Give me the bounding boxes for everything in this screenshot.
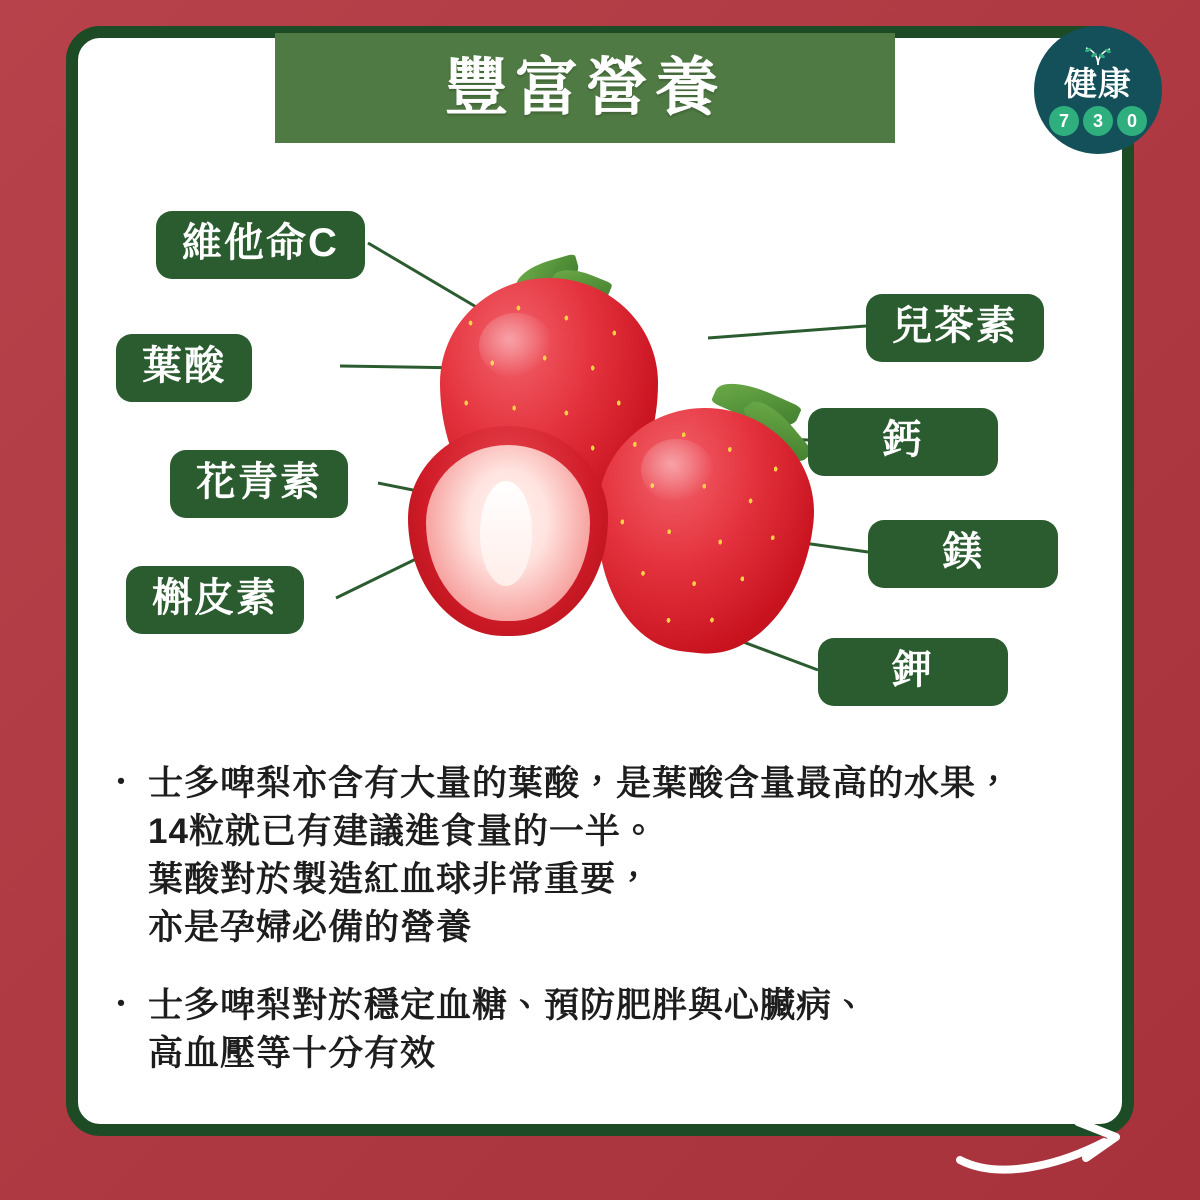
strawberry-image bbox=[368, 248, 808, 648]
berry-highlight bbox=[479, 313, 553, 378]
bullet-line: 14粒就已有建議進食量的一半。 bbox=[148, 812, 657, 851]
header-banner bbox=[275, 33, 895, 143]
strawberry-half-cut bbox=[408, 426, 608, 636]
strawberry-whole-right bbox=[584, 397, 824, 663]
bullet-item bbox=[104, 982, 1104, 1078]
label-potassium: 鉀 bbox=[818, 638, 1008, 706]
bullet-marker: ・ bbox=[104, 986, 138, 1024]
logo-digit: 7 bbox=[1049, 106, 1079, 136]
bullet-marker: ・ bbox=[104, 764, 138, 802]
label-quercetin: 槲皮素 bbox=[126, 566, 304, 634]
bullet-line: 亦是孕婦必備的營養 bbox=[148, 908, 473, 947]
label-vitamin-c: 維他命C bbox=[156, 211, 365, 279]
page-title: 豐富營養 bbox=[445, 52, 725, 123]
bullet-line: 葉酸對於製造紅血球非常重要， bbox=[148, 860, 653, 899]
bullet-line: 高血壓等十分有效 bbox=[148, 1034, 437, 1073]
nutrient-diagram bbox=[78, 38, 1122, 738]
bullet-text bbox=[148, 982, 868, 1078]
label-calcium: 鈣 bbox=[808, 408, 998, 476]
label-catechin: 兒茶素 bbox=[866, 294, 1044, 362]
berry-core bbox=[480, 481, 532, 586]
label-magnesium: 鎂 bbox=[868, 520, 1058, 588]
brand-logo bbox=[1034, 26, 1162, 154]
logo-digit: 3 bbox=[1083, 106, 1113, 136]
label-folate: 葉酸 bbox=[116, 334, 252, 402]
logo-digit: 0 bbox=[1117, 106, 1147, 136]
bullet-text bbox=[148, 760, 1012, 952]
bullet-line: 士多啤梨對於穩定血糖、預防肥胖與心臟病、 bbox=[148, 986, 869, 1025]
bullet-item bbox=[104, 760, 1104, 952]
label-anthocyanin: 花青素 bbox=[170, 450, 348, 518]
logo-wordmark: 健康 bbox=[1064, 64, 1132, 102]
leaf-sprig-icon bbox=[1081, 46, 1115, 66]
logo-number-group bbox=[1049, 106, 1147, 136]
body-text bbox=[104, 760, 1104, 1108]
curved-arrow-right-icon bbox=[954, 1106, 1144, 1176]
bullet-line: 士多啤梨亦含有大量的葉酸，是葉酸含量最高的水果， bbox=[148, 764, 1013, 803]
